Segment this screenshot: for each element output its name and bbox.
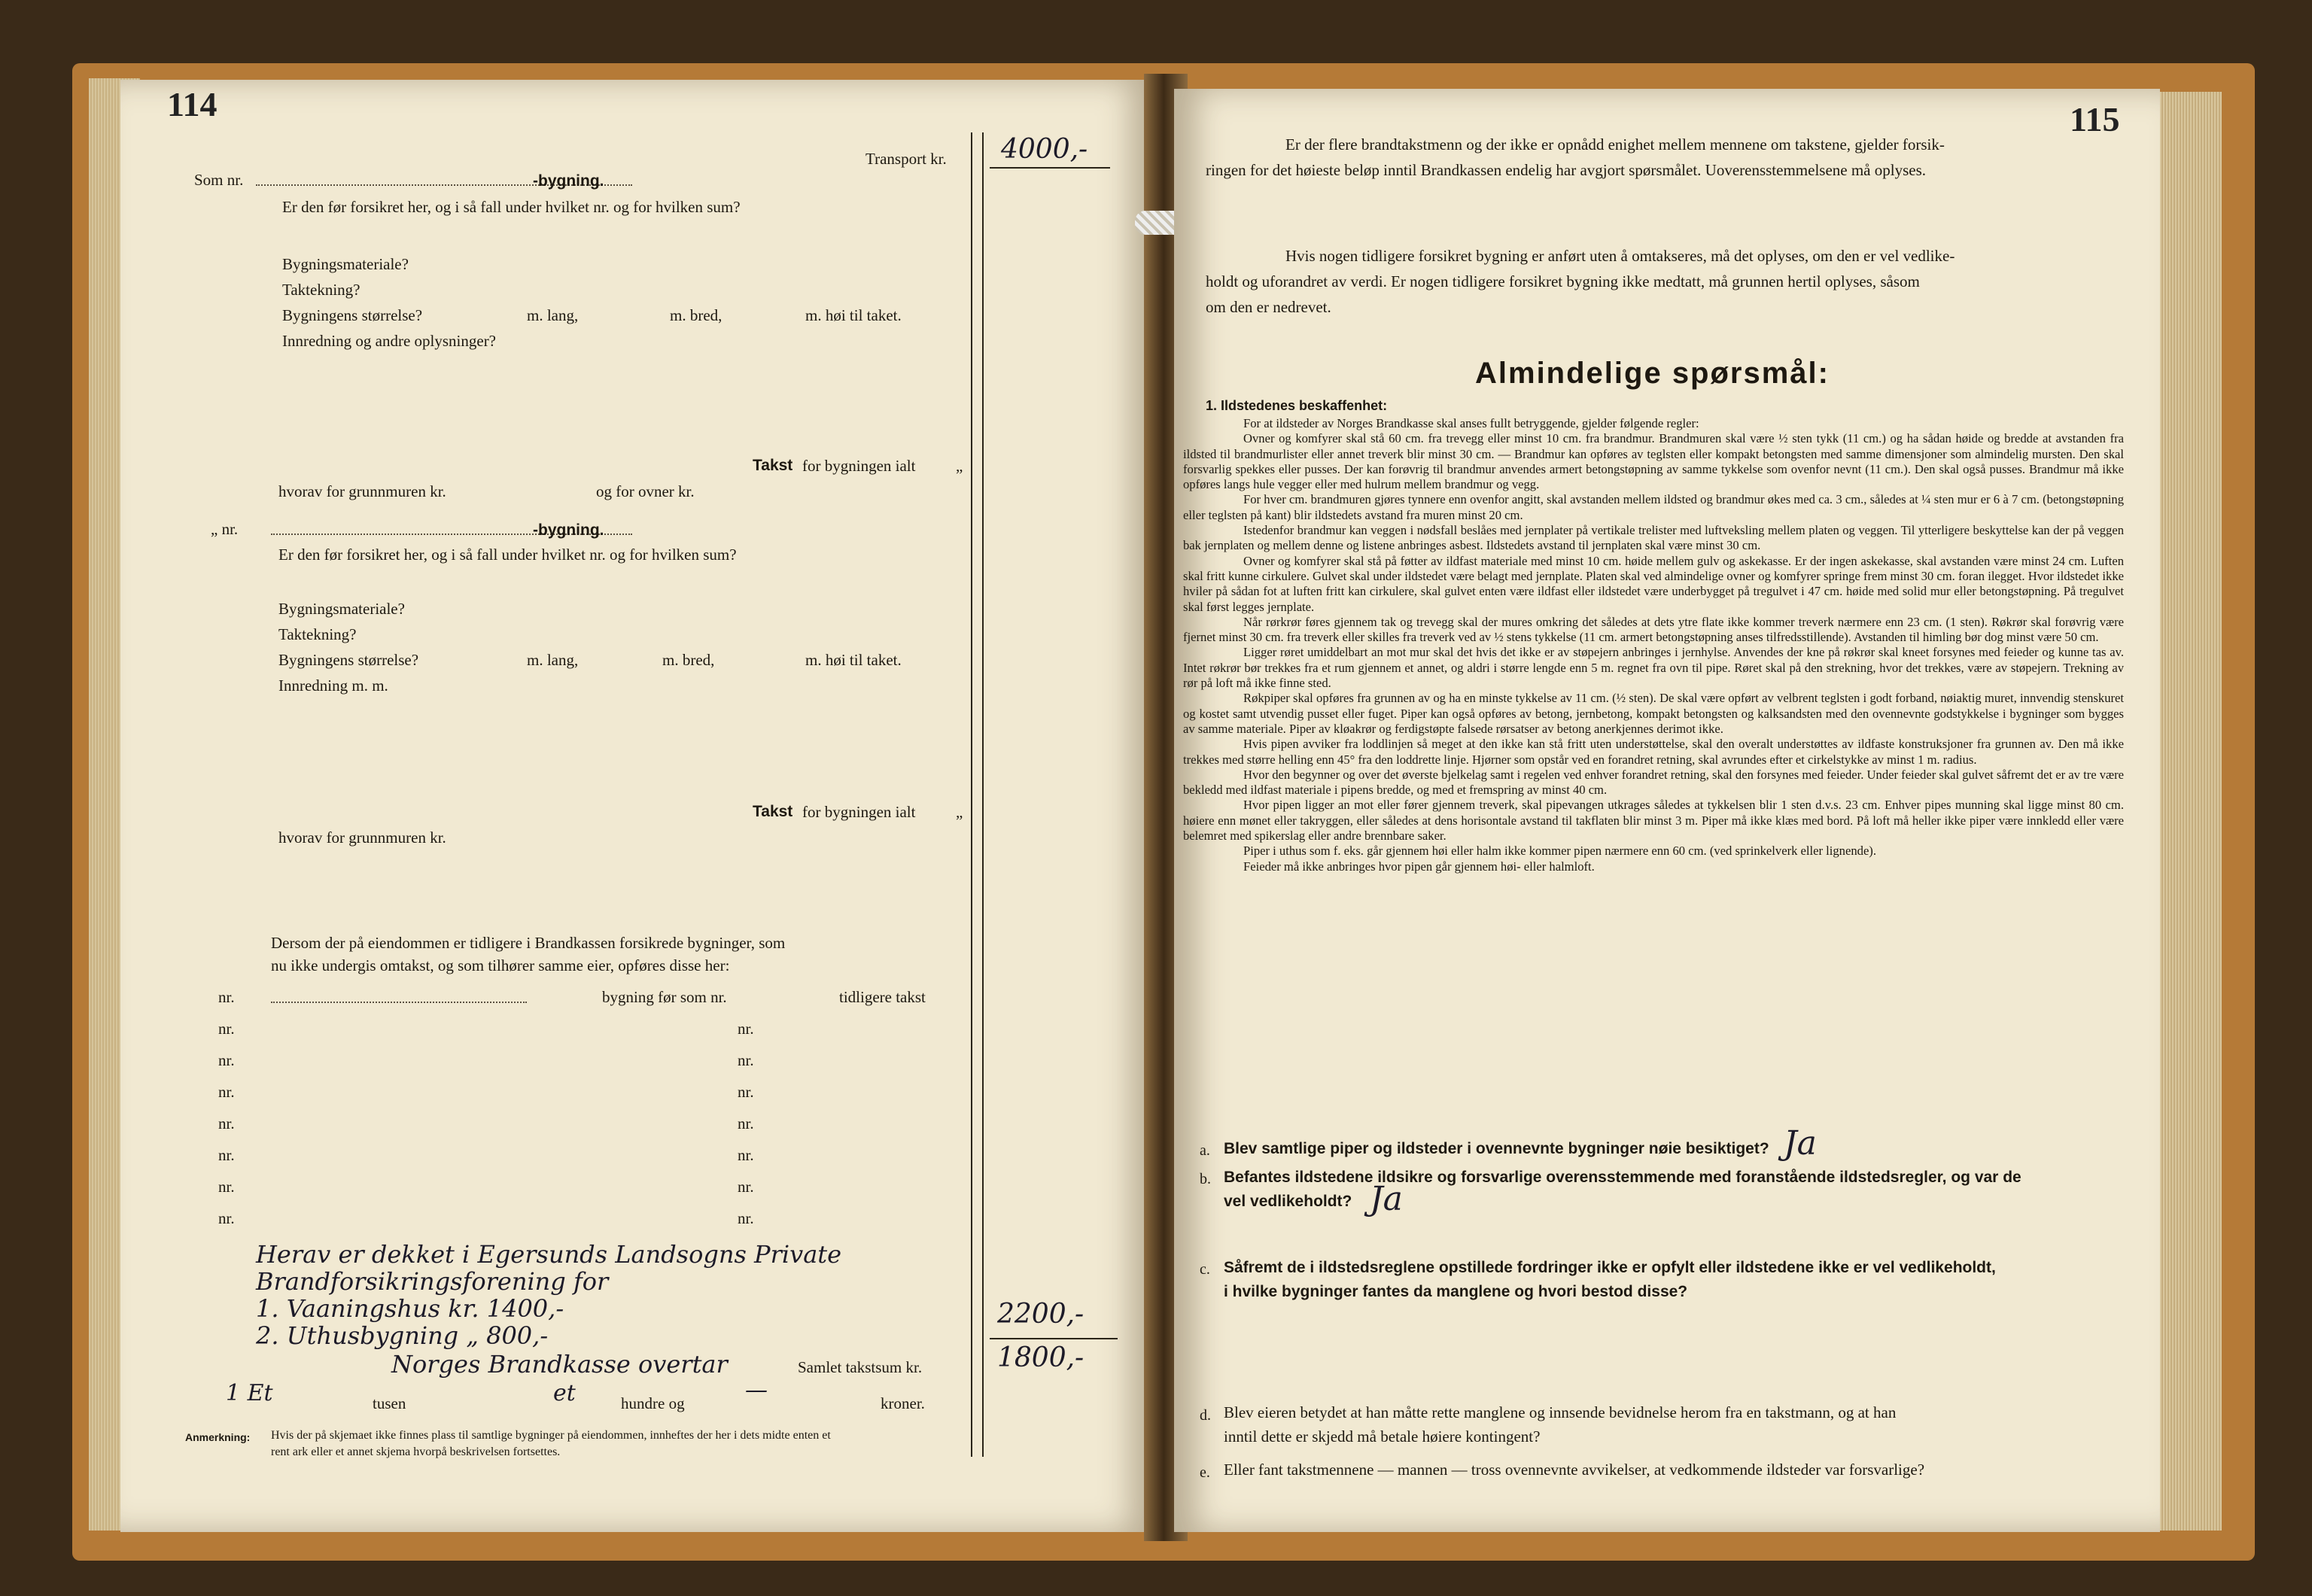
m-hoi-label-2: m. høi til taket. xyxy=(805,651,902,669)
nr-row-7: nr. xyxy=(218,1178,235,1196)
takst-ialt-label: for bygningen ialt xyxy=(802,457,916,475)
rule-7: Røkpiper skal opføres fra grunnen av og ha en minste tykkelse av 11 cm. (½ sten). De skal være opført av velbrent teglsten i godt forband, nøiaktig muret, innvendig stenskuret og kostet samt utvendig pusset eller fuget. Piper kan også opføres av betong, jernbetong, kompakt betongsten og kalksandsten med den ovennevnte godstykkelse i bygninger som bygges av samme materiale. Piper av kløakrør og ferdigstøpte falsede rørsatser av betong anerkjennes derimot ikke. xyxy=(1183,691,2124,736)
forsikret-question-2: Er den før forsikret her, og i så fall under hvilket nr. og for hvilken sum? xyxy=(278,546,737,564)
left-page xyxy=(120,80,1153,1532)
tusen-handwritten: 1 Et xyxy=(226,1380,273,1406)
hundre-handwritten: et xyxy=(553,1380,576,1406)
transport-value: 4000,- xyxy=(1001,134,1088,165)
som-nr-label: Som nr. xyxy=(194,171,244,189)
amount-column-left-border-2 xyxy=(982,132,984,1457)
para2-line1: Hvis nogen tidligere forsikret bygning er anført uten å omtakseres, må det oplyses, om den er vel vedlike- xyxy=(1285,247,1955,265)
kroner-label: kroner. xyxy=(881,1394,925,1412)
nr-row-4: nr. xyxy=(218,1083,235,1101)
taktekning-label-2: Taktekning? xyxy=(278,625,357,643)
hvorav-grunnmur-label: hvorav for grunnmuren kr. xyxy=(278,482,446,500)
storrelse-label-2: Bygningens størrelse? xyxy=(278,651,419,669)
samlet-takstsum-label: Samlet takstsum kr. xyxy=(798,1358,923,1376)
dersom-text-2: nu ikke undergis omtakst, og som tilhører samme eier, opføres disse her: xyxy=(271,956,730,974)
transport-label: Transport kr. xyxy=(865,150,947,168)
nr-col-7: nr. xyxy=(738,1178,754,1196)
right-page-edges xyxy=(2154,92,2222,1531)
nr-col-6: nr. xyxy=(738,1146,754,1164)
question-b-label: b. xyxy=(1200,1171,1211,1187)
nr-col-5: nr. xyxy=(738,1114,754,1132)
transport-underline xyxy=(990,167,1110,169)
rule-4: Ovner og komfyrer skal stå på føtter av ildfast materiale med minst 10 cm. høide mellem gulv og askekasse. Er der ingen askekasse, skal avstanden være minst 24 cm. Luften skal fritt kunne cirkulere. Gulvet skal under ildstedet være belagt med jernplate. Platen skal ved almindelige ovner og komfyrer springe frem minst 30 cm. foran ilegget. Hvor ildstedet ikke hviler på sådan fot at luften fritt kan cirkulere, skal gulvet enten være ildfast eller ildstedet være underbygget på tregulvet i 47 cm. høide med solid mur eller betongstøpning. På tregulvet skal først legges jernplate. xyxy=(1183,553,2124,614)
question-d-text-1: Blev eieren betydet at han måtte rette manglene og innsende bevidnelse herom fra en takstmann, og at han xyxy=(1224,1403,1897,1421)
m-hoi-label: m. høi til taket. xyxy=(805,306,902,324)
comma-mark-2: „ xyxy=(956,803,963,821)
para2-line2: holdt og uforandret av verdi. Er nogen tidligere forsikret bygning ikke medtatt, må grunnen hertil oplyses, såsom xyxy=(1206,272,1920,290)
rule-10: Hvor pipen ligger an mot eller fører gjennem treverk, skal pipevangen utkrages således at tykkelsen blir 1 sten d.v.s. 23 cm. Enhver pipes munning skal ligge minst 80 cm. høiere enn mønet eller takryggen, eller således at dens horisontale avstand til takflaten blir minst 3 m. Piper må ikke klæs med bord. På loft må heller ikke piper være innkledd eller være belemret med spikerslag eller andre brennbare saker. xyxy=(1183,798,2124,844)
heading: Almindelige spørsmål: xyxy=(1475,357,1830,390)
question-b-text-1: Befantes ildstedene ildsikre og forsvarlige overensstemmende med foranstående ildstedsregler, og var de xyxy=(1224,1169,2021,1186)
bygning-label-2: -bygning. xyxy=(533,521,604,539)
anmerkning-text-1: Hvis der på skjemaet ikke finnes plass til samtlige bygninger på eiendommen, innheftes der her i dets midte enten et xyxy=(271,1429,831,1442)
nr-col-2: nr. xyxy=(738,1020,754,1038)
rule-11: Piper i uthus som f. eks. går gjennem høi eller halm ikke kommer pipen nærmere enn 60 cm. (ved sprinkelverk eller lignende). xyxy=(1243,844,1876,859)
question-b-answer: Ja xyxy=(1370,1180,1403,1218)
nr-col-3: nr. xyxy=(738,1051,754,1069)
bygning-label: -bygning. xyxy=(533,172,604,190)
para1-line1: Er der flere brandtakstmenn og der ikke er opnådd enighet mellem mennene om takstene, gjelder forsik- xyxy=(1285,135,1945,154)
page-number: 114 xyxy=(167,85,218,123)
hvorav-grunnmur-label-2: hvorav for grunnmuren kr. xyxy=(278,828,446,847)
rule-3: Istedenfor brandmur kan veggen i nødsfall beslåes med jernplater på vertikale trelister med luftveksling mellem platen og veggen. Til ytterligere beskyttelse kan der på veggen bak jernplaten og mellem denne og listene anbringes asbest. Ildstedets avstand til jernplaten skal være minst 30 cm. xyxy=(1183,523,2124,553)
handwritten-line-5: Norges Brandkasse overtar xyxy=(391,1350,728,1379)
question-e-text: Eller fant takstmennene — mannen — tross ovennevnte avvikelser, at vedkommende ildsteder var forsvarlige? xyxy=(1224,1461,1925,1479)
nr-row-3: nr. xyxy=(218,1051,235,1069)
nr-row-1: nr. xyxy=(218,988,235,1006)
forsikret-question: Er den før forsikret her, og i så fall under hvilket nr. og for hvilken sum? xyxy=(282,198,741,216)
anmerkning-label: Anmerkning: xyxy=(185,1431,251,1443)
para2-line3: om den er nedrevet. xyxy=(1206,298,1331,316)
rule-0: For at ildsteder av Norges Brandkasse skal anses fullt betryggende, gjelder følgende regler: xyxy=(1243,416,1699,430)
rule-2: For hver cm. brandmuren gjøres tynnere enn ovenfor angitt, skal avstanden mellem ildsted og brandmur økes med ca. 3 cm., således at ¼ sten mur er 6 à 7 cm. (betongstøpning eller teglsten på kant) blir ildstedets avstand fra muren minst 20 cm. xyxy=(1183,492,2124,522)
question-a-label: a. xyxy=(1200,1142,1210,1159)
rule-1: Ovner og komfyrer skal stå 60 cm. fra trevegg eller minst 10 cm. fra brandmur. Brandmuren skal være ½ sten tykk (11 cm.) og ha sådan høide og bredde at avstanden fra ildsted til brandmurlister eller annet treverk blir minst 30 cm. — Brandmur kan opføres av teglsten eller kompakt betongsten med samme dimensjoner som almindelig mursten. Den skal forsvarlig spekkes eller pusses. Der kan forøvrig til brandmur anvendes armert betongstøpning av samme tykkelse som ovenfor nevnt (11 cm.). Den skal også pusses. Brandmur må ikke opføres langs hule vegger eller med hulrum mellem brandmur og vegg. xyxy=(1183,431,2124,492)
samlet-underline xyxy=(990,1338,1118,1339)
amount-column-left-border xyxy=(971,132,972,1457)
question-d-text-2: inntil dette er skjedd må betale høiere kontingent? xyxy=(1224,1427,1541,1446)
page-number-right: 115 xyxy=(2070,100,2120,138)
rule-6: Ligger røret umiddelbart an mot mur skal det hvis det ikke er av støpejern anbringes i jernhylse. Anvendes der kne på røkrør skal kneet forsynes med feieder og kunne tas av. Intet røkrør bør trekkes fra et rum gjennem et annet, og aldri i større lengde enn 5 m. regnet fra ovn til pipe. Røret skal på den strekning, hvor det trekkes, være av støpejern. Trekning av rør på loft må ikke finne sted. xyxy=(1183,645,2124,691)
tidligere-takst-label: tidligere takst xyxy=(839,988,926,1006)
question-d-label: d. xyxy=(1200,1407,1211,1424)
samlet-value-upper: 2200,- xyxy=(997,1299,1085,1330)
storrelse-label: Bygningens størrelse? xyxy=(282,306,423,324)
og-ovner-label: og for ovner kr. xyxy=(596,482,695,500)
taktekning-label: Taktekning? xyxy=(282,281,360,299)
handwritten-line-3: 1. Vaaningshus kr. 1400,- xyxy=(256,1294,564,1323)
dots-row-1 xyxy=(271,1001,527,1003)
rule-12: Feieder må ikke anbringes hvor pipen går gjennem høi- eller halmloft. xyxy=(1243,859,1595,874)
question-c-label: c. xyxy=(1200,1261,1210,1278)
rule-8: Hvis pipen avviker fra loddlinjen så meget at den ikke kan stå fritt uten understøttelse, skal den overalt understøttes av ildfaste konstruksjoner fra grunnen av. Den må ikke trekkes med større helling enn 45° fra den loddrette linje. Hjørner som opstår ved en forandret retning, skal avrundes efter et cirkelstykke av minst 1 m. radius. xyxy=(1183,737,2124,767)
samlet-takstsum-value: 1800,- xyxy=(997,1342,1085,1373)
handwritten-line-4: 2. Uthusbygning „ 800,- xyxy=(256,1321,549,1350)
nr-row-6: nr. xyxy=(218,1146,235,1164)
comma-mark: „ xyxy=(956,457,963,475)
nr-quote-label: „ nr. xyxy=(211,520,239,538)
m-lang-label-2: m. lang, xyxy=(527,651,579,669)
nr-col-8: nr. xyxy=(738,1209,754,1227)
nr-row-2: nr. xyxy=(218,1020,235,1038)
nr-row-8: nr. xyxy=(218,1209,235,1227)
handwritten-line-2: Brandforsikringsforening for xyxy=(256,1267,609,1296)
innredning-label: Innredning og andre oplysninger? xyxy=(282,332,497,350)
takst-ialt-pre: Takst xyxy=(753,457,793,474)
tusen-label: tusen xyxy=(373,1394,406,1412)
bygningsmateriale-label-2: Bygningsmateriale? xyxy=(278,600,405,618)
fireplace-rules xyxy=(1183,416,2124,874)
dersom-text-1: Dersom der på eiendommen er tidligere i Brandkassen forsikrede bygninger, som xyxy=(271,934,786,952)
handwritten-line-1: Herav er dekket i Egersunds Landsogns Private xyxy=(256,1240,842,1269)
bygningsmateriale-label: Bygningsmateriale? xyxy=(282,255,409,273)
hundre-label: hundre og xyxy=(621,1394,685,1412)
nr-row-5: nr. xyxy=(218,1114,235,1132)
takst-ialt-pre-2: Takst xyxy=(753,803,793,820)
m-bred-label: m. bred, xyxy=(670,306,722,324)
question-b-text-2: vel vedlikeholdt? xyxy=(1224,1193,1352,1210)
m-lang-label: m. lang, xyxy=(527,306,579,324)
takst-ialt-label-2: for bygningen ialt xyxy=(802,803,916,821)
anmerkning-text-2: rent ark eller et annet skjema hvorpå beskrivelsen fortsettes. xyxy=(271,1446,561,1458)
m-bred-label-2: m. bred, xyxy=(662,651,715,669)
nr-col-4: nr. xyxy=(738,1083,754,1101)
rule-5: Når rørkrør føres gjennem tak og trevegg skal der mures omkring det således at dets ytre flate ikke kommer treverk nærmere enn 23 cm. (1 sten). Røkrør skal forøvrig være fjernet minst 30 cm. fra treverk eller skilles fra treverk ved av ½ stens tykkelse (11 cm. armert betongstøpning anses tilfredsstillende). Avstanden til himling bør dog minst være 50 cm. xyxy=(1183,614,2124,645)
og-handwritten: — xyxy=(745,1377,768,1403)
question-a-text: Blev samtlige piper og ildsteder i ovennevnte bygninger nøie besiktiget? xyxy=(1224,1140,1769,1157)
question-e-label: e. xyxy=(1200,1464,1210,1481)
rule-9: Hvor den begynner og over det øverste bjelkelag samt i regelen ved enhver forandret retning, skal den forsynes med feieder. Under feieder skal gulvet såfremt det er av tre være bekledd med ildfast materiale i pipens bredde, og med et fremspring av minst 40 cm. xyxy=(1183,767,2124,798)
question-a-answer: Ja xyxy=(1784,1124,1817,1163)
question-c-text-1: Såfremt de i ildstedsreglene opstillede fordringer ikke er opfylt eller ildstedene ikke er vel vedlikeholdt, xyxy=(1224,1259,1996,1276)
innredning-label-2: Innredning m. m. xyxy=(278,676,388,695)
bygning-for-label: bygning før som nr. xyxy=(602,988,727,1006)
section-label: 1. Ildstedenes beskaffenhet: xyxy=(1206,398,1388,413)
para1-line2: ringen for det høieste beløp inntil Brandkassen endelig har avgjort spørsmålet. Uoverensstemmelsene må oplyses. xyxy=(1206,161,1927,179)
question-c-text-2: i hvilke bygninger fantes da manglene og hvori bestod disse? xyxy=(1224,1283,1688,1300)
